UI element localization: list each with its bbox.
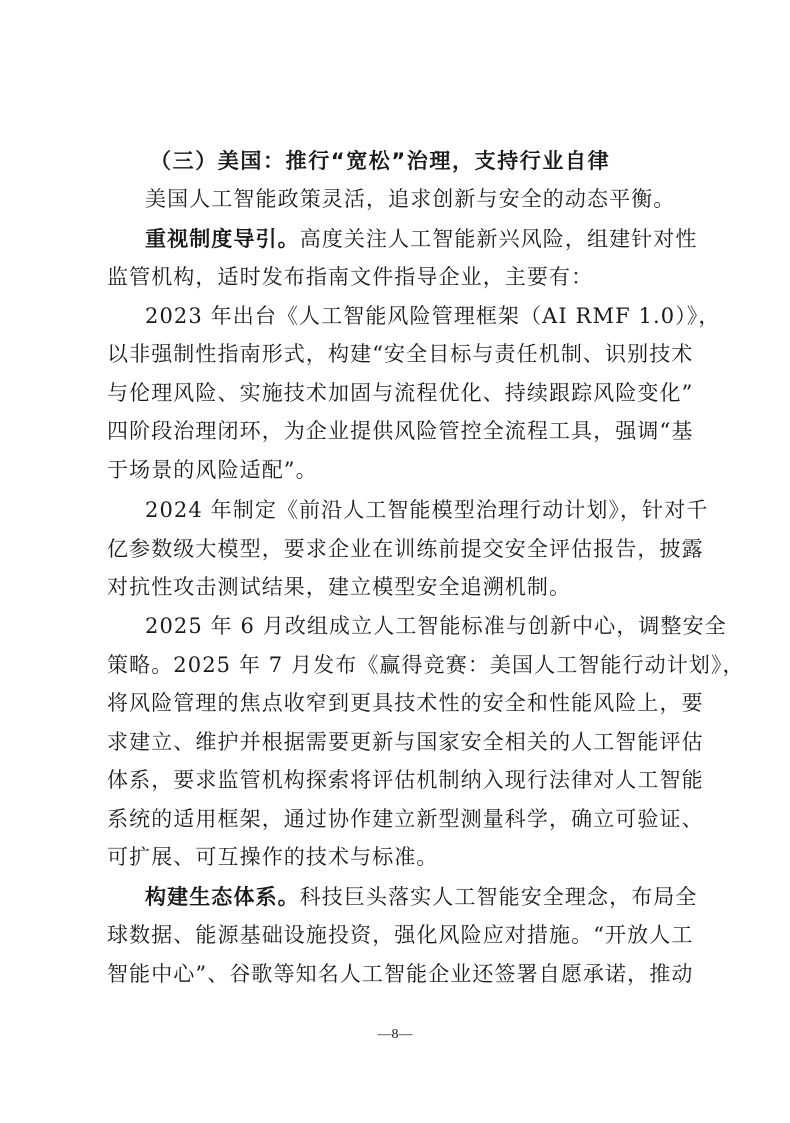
paragraph-line: 系统的适用框架，通过协作建立新型测量科学，确立可验证、 xyxy=(107,807,704,831)
paragraph-line: 可扩展、可互操作的技术与标准。 xyxy=(107,845,439,869)
paragraph-line xyxy=(145,226,698,252)
page-number: —8— xyxy=(377,1027,413,1042)
paragraph-line: 智能中心”、谷歌等知名人工智能企业还签署自愿承诺，推动 xyxy=(107,962,694,986)
paragraph-line: 对抗性攻击测试结果，建立模型安全追溯机制。 xyxy=(107,575,572,599)
paragraph-line: 2023 年出台《人工智能风险管理框架（AI RMF 1.0）》， xyxy=(145,304,721,328)
paragraph-line: 2025 年 6 月改组成立人工智能标准与创新中心，调整安全 xyxy=(145,614,727,638)
paragraph-line: 球数据、能源基础设施投资，强化风险应对措施。“开放人工 xyxy=(107,923,694,947)
section-heading: （三）美国：推行“宽松”治理，支持行业自律 xyxy=(150,149,611,173)
paragraph-lead: 构建生态体系。 xyxy=(145,885,300,909)
paragraph-lead: 重视制度导引。 xyxy=(145,227,300,251)
paragraph-line: 求建立、维护并根据需要更新与国家安全相关的人工智能评估 xyxy=(107,730,704,754)
paragraph-line: 四阶段治理闭环，为企业提供风险管控全流程工具，强调“基 xyxy=(107,419,694,443)
paragraph-line: 以非强制性指南形式，构建“安全目标与责任机制、识别技术 xyxy=(107,342,694,366)
paragraph-line: 于场景的风险适配”。 xyxy=(107,458,318,482)
paragraph-line: 体系，要求监管机构探索将评估机制纳入现行法律对人工智能 xyxy=(107,768,704,792)
paragraph-line: 2024 年制定《前沿人工智能模型治理行动计划》，针对千 xyxy=(145,498,709,522)
paragraph-line: 与伦理风险、实施技术加固与流程优化、持续跟踪风险变化” xyxy=(107,381,694,405)
paragraph-text: 高度关注人工智能新兴风险，组建针对性 xyxy=(299,227,698,251)
paragraph-line: 将风险管理的焦点收窄到更具技术性的安全和性能风险上，要 xyxy=(107,691,704,715)
paragraph-line: 亿参数级大模型，要求企业在训练前提交安全评估报告，披露 xyxy=(107,537,704,561)
paragraph-line: 策略。2025 年 7 月发布《赢得竞赛：美国人工智能行动计划》， xyxy=(107,653,745,677)
paragraph-line: 美国人工智能政策灵活，追求创新与安全的动态平衡。 xyxy=(145,187,676,211)
paragraph-line xyxy=(145,884,698,910)
paragraph-line: 监管机构，适时发布指南文件指导企业，主要有： xyxy=(107,265,594,289)
paragraph-text: 科技巨头落实人工智能安全理念，布局全 xyxy=(299,885,698,909)
